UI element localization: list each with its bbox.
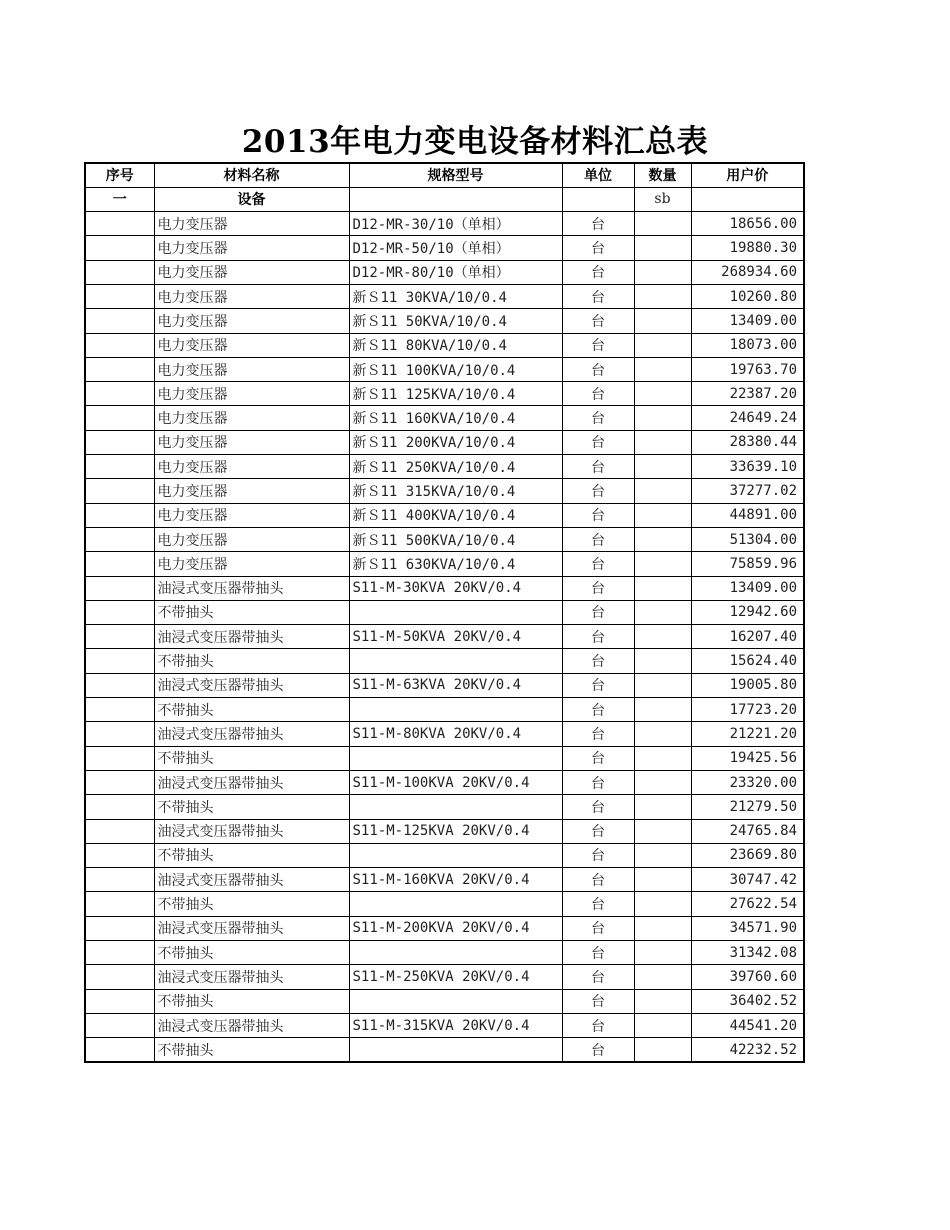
cell-unit: 台 [562, 843, 634, 867]
table-row [85, 600, 804, 624]
cell-spec [349, 746, 562, 770]
cell-price: 23320.00 [691, 770, 804, 794]
cell-unit: 台 [562, 430, 634, 454]
cell-unit: 台 [562, 965, 634, 989]
cell-name: 电力变压器 [154, 552, 349, 576]
cell-index [85, 333, 154, 357]
cell-spec: S11-M-80KVA 20KV/0.4 [349, 722, 562, 746]
cell-name: 不带抽头 [154, 989, 349, 1013]
cell-unit: 台 [562, 576, 634, 600]
cell-unit: 台 [562, 309, 634, 333]
cell-unit: 台 [562, 625, 634, 649]
table-row [85, 746, 804, 770]
cell-price: 16207.40 [691, 625, 804, 649]
table-row [85, 309, 804, 333]
section-unit [562, 187, 634, 211]
cell-price: 44891.00 [691, 503, 804, 527]
cell-price: 24765.84 [691, 819, 804, 843]
cell-index [85, 576, 154, 600]
header-name: 材料名称 [154, 163, 349, 187]
cell-qty [634, 382, 691, 406]
cell-price: 18073.00 [691, 333, 804, 357]
cell-index [85, 770, 154, 794]
cell-unit: 台 [562, 455, 634, 479]
cell-index [85, 795, 154, 819]
cell-spec [349, 1038, 562, 1062]
section-row [85, 187, 804, 211]
cell-price: 23669.80 [691, 843, 804, 867]
cell-spec: 新Ｓ11 250KVA/10/0.4 [349, 455, 562, 479]
cell-price: 22387.20 [691, 382, 804, 406]
table-row [85, 212, 804, 236]
cell-unit: 台 [562, 1013, 634, 1037]
cell-unit: 台 [562, 284, 634, 308]
cell-index [85, 843, 154, 867]
cell-unit: 台 [562, 600, 634, 624]
cell-index [85, 868, 154, 892]
cell-qty [634, 892, 691, 916]
cell-price: 18656.00 [691, 212, 804, 236]
cell-name: 油浸式变压器带抽头 [154, 819, 349, 843]
cell-name: 不带抽头 [154, 1038, 349, 1062]
cell-qty [634, 576, 691, 600]
cell-qty [634, 1013, 691, 1037]
table-row [85, 236, 804, 260]
cell-name: 电力变压器 [154, 382, 349, 406]
cell-price: 13409.00 [691, 576, 804, 600]
table-row [85, 698, 804, 722]
cell-qty [634, 673, 691, 697]
cell-spec [349, 600, 562, 624]
table-row [85, 260, 804, 284]
header-price: 用户价 [691, 163, 804, 187]
cell-unit: 台 [562, 941, 634, 965]
cell-price: 30747.42 [691, 868, 804, 892]
header-qty: 数量 [634, 163, 691, 187]
cell-price: 51304.00 [691, 527, 804, 551]
cell-qty [634, 795, 691, 819]
table-row [85, 892, 804, 916]
cell-index [85, 941, 154, 965]
cell-spec: 新Ｓ11 80KVA/10/0.4 [349, 333, 562, 357]
cell-unit: 台 [562, 1038, 634, 1062]
cell-name: 油浸式变压器带抽头 [154, 576, 349, 600]
cell-qty [634, 357, 691, 381]
materials-table [84, 162, 805, 1063]
cell-spec: S11-M-200KVA 20KV/0.4 [349, 916, 562, 940]
cell-spec: 新Ｓ11 400KVA/10/0.4 [349, 503, 562, 527]
cell-price: 10260.80 [691, 284, 804, 308]
table-row [85, 430, 804, 454]
table-row [85, 1038, 804, 1062]
cell-spec: S11-M-125KVA 20KV/0.4 [349, 819, 562, 843]
cell-unit: 台 [562, 722, 634, 746]
cell-unit: 台 [562, 479, 634, 503]
cell-qty [634, 649, 691, 673]
cell-name: 电力变压器 [154, 455, 349, 479]
cell-index [85, 989, 154, 1013]
table-row [85, 625, 804, 649]
cell-price: 13409.00 [691, 309, 804, 333]
cell-unit: 台 [562, 333, 634, 357]
cell-spec [349, 649, 562, 673]
table-row [85, 916, 804, 940]
cell-name: 电力变压器 [154, 236, 349, 260]
section-spec [349, 187, 562, 211]
table-row [85, 406, 804, 430]
table-row [85, 819, 804, 843]
cell-unit: 台 [562, 406, 634, 430]
cell-spec: D12-MR-80/10（单相） [349, 260, 562, 284]
cell-price: 19880.30 [691, 236, 804, 260]
cell-name: 不带抽头 [154, 795, 349, 819]
cell-qty [634, 527, 691, 551]
cell-spec [349, 941, 562, 965]
cell-price: 19005.80 [691, 673, 804, 697]
cell-unit: 台 [562, 382, 634, 406]
cell-spec [349, 795, 562, 819]
cell-price: 268934.60 [691, 260, 804, 284]
table-row [85, 357, 804, 381]
table-row [85, 1013, 804, 1037]
cell-name: 油浸式变压器带抽头 [154, 868, 349, 892]
cell-name: 电力变压器 [154, 527, 349, 551]
cell-qty [634, 625, 691, 649]
cell-name: 电力变压器 [154, 430, 349, 454]
table-row [85, 722, 804, 746]
cell-name: 油浸式变压器带抽头 [154, 965, 349, 989]
cell-index [85, 357, 154, 381]
table-row [85, 795, 804, 819]
cell-qty [634, 965, 691, 989]
cell-index [85, 698, 154, 722]
cell-qty [634, 455, 691, 479]
cell-spec: 新Ｓ11 125KVA/10/0.4 [349, 382, 562, 406]
cell-index [85, 1013, 154, 1037]
table-row [85, 673, 804, 697]
cell-price: 19763.70 [691, 357, 804, 381]
cell-qty [634, 236, 691, 260]
table-row [85, 989, 804, 1013]
cell-price: 24649.24 [691, 406, 804, 430]
cell-unit: 台 [562, 357, 634, 381]
cell-index [85, 649, 154, 673]
cell-qty [634, 770, 691, 794]
cell-qty [634, 819, 691, 843]
table-row [85, 284, 804, 308]
cell-spec: 新Ｓ11 500KVA/10/0.4 [349, 527, 562, 551]
cell-index [85, 892, 154, 916]
cell-qty [634, 309, 691, 333]
cell-price: 12942.60 [691, 600, 804, 624]
cell-price: 34571.90 [691, 916, 804, 940]
cell-unit: 台 [562, 770, 634, 794]
section-name: 设备 [154, 187, 349, 211]
cell-name: 电力变压器 [154, 260, 349, 284]
cell-name: 不带抽头 [154, 698, 349, 722]
cell-unit: 台 [562, 698, 634, 722]
cell-qty [634, 552, 691, 576]
table-row [85, 770, 804, 794]
cell-qty [634, 916, 691, 940]
cell-index [85, 309, 154, 333]
cell-qty [634, 989, 691, 1013]
cell-unit: 台 [562, 552, 634, 576]
cell-spec: S11-M-100KVA 20KV/0.4 [349, 770, 562, 794]
cell-spec: S11-M-315KVA 20KV/0.4 [349, 1013, 562, 1037]
cell-index [85, 406, 154, 430]
cell-price: 33639.10 [691, 455, 804, 479]
cell-name: 不带抽头 [154, 649, 349, 673]
section-qty: sb [634, 187, 691, 211]
cell-spec: S11-M-250KVA 20KV/0.4 [349, 965, 562, 989]
cell-index [85, 503, 154, 527]
cell-price: 39760.60 [691, 965, 804, 989]
cell-spec: 新Ｓ11 630KVA/10/0.4 [349, 552, 562, 576]
cell-qty [634, 722, 691, 746]
cell-spec [349, 698, 562, 722]
cell-index [85, 673, 154, 697]
cell-spec: S11-M-50KVA 20KV/0.4 [349, 625, 562, 649]
cell-name: 油浸式变压器带抽头 [154, 722, 349, 746]
cell-name: 油浸式变压器带抽头 [154, 916, 349, 940]
cell-index [85, 284, 154, 308]
cell-spec [349, 989, 562, 1013]
cell-price: 28380.44 [691, 430, 804, 454]
cell-price: 75859.96 [691, 552, 804, 576]
section-price [691, 187, 804, 211]
cell-spec: D12-MR-30/10（单相） [349, 212, 562, 236]
cell-price: 17723.20 [691, 698, 804, 722]
cell-qty [634, 941, 691, 965]
cell-name: 电力变压器 [154, 212, 349, 236]
table-row [85, 503, 804, 527]
cell-index [85, 552, 154, 576]
table-row [85, 941, 804, 965]
cell-price: 21221.20 [691, 722, 804, 746]
cell-name: 不带抽头 [154, 600, 349, 624]
cell-unit: 台 [562, 916, 634, 940]
cell-index [85, 236, 154, 260]
cell-index [85, 625, 154, 649]
header-index: 序号 [85, 163, 154, 187]
cell-name: 不带抽头 [154, 746, 349, 770]
cell-qty [634, 333, 691, 357]
cell-qty [634, 430, 691, 454]
cell-qty [634, 843, 691, 867]
cell-spec: S11-M-160KVA 20KV/0.4 [349, 868, 562, 892]
cell-index [85, 600, 154, 624]
table-row [85, 965, 804, 989]
cell-index [85, 479, 154, 503]
cell-name: 不带抽头 [154, 892, 349, 916]
cell-index [85, 212, 154, 236]
cell-index [85, 455, 154, 479]
table-row [85, 649, 804, 673]
cell-spec: 新Ｓ11 100KVA/10/0.4 [349, 357, 562, 381]
header-spec: 规格型号 [349, 163, 562, 187]
cell-name: 电力变压器 [154, 284, 349, 308]
cell-name: 不带抽头 [154, 843, 349, 867]
cell-qty [634, 503, 691, 527]
section-index: 一 [85, 187, 154, 211]
cell-price: 19425.56 [691, 746, 804, 770]
table-row [85, 868, 804, 892]
cell-unit: 台 [562, 236, 634, 260]
table-row [85, 333, 804, 357]
table-row [85, 382, 804, 406]
cell-spec: 新Ｓ11 315KVA/10/0.4 [349, 479, 562, 503]
header-row [85, 163, 804, 187]
cell-price: 27622.54 [691, 892, 804, 916]
cell-price: 21279.50 [691, 795, 804, 819]
cell-unit: 台 [562, 868, 634, 892]
cell-index [85, 722, 154, 746]
cell-unit: 台 [562, 795, 634, 819]
header-unit: 单位 [562, 163, 634, 187]
cell-qty [634, 212, 691, 236]
table-row [85, 479, 804, 503]
cell-spec [349, 892, 562, 916]
cell-index [85, 965, 154, 989]
cell-qty [634, 284, 691, 308]
cell-unit: 台 [562, 673, 634, 697]
cell-qty [634, 746, 691, 770]
cell-price: 15624.40 [691, 649, 804, 673]
cell-unit: 台 [562, 527, 634, 551]
cell-unit: 台 [562, 746, 634, 770]
cell-qty [634, 698, 691, 722]
cell-qty [634, 868, 691, 892]
cell-qty [634, 479, 691, 503]
cell-name: 电力变压器 [154, 503, 349, 527]
cell-unit: 台 [562, 649, 634, 673]
cell-name: 电力变压器 [154, 333, 349, 357]
cell-price: 44541.20 [691, 1013, 804, 1037]
page-title: 2013年电力变电设备材料汇总表 [241, 124, 709, 160]
cell-index [85, 819, 154, 843]
cell-spec: 新Ｓ11 200KVA/10/0.4 [349, 430, 562, 454]
cell-spec: D12-MR-50/10（单相） [349, 236, 562, 260]
table-row [85, 455, 804, 479]
cell-index [85, 430, 154, 454]
cell-name: 油浸式变压器带抽头 [154, 770, 349, 794]
cell-index [85, 746, 154, 770]
cell-index [85, 1038, 154, 1062]
cell-qty [634, 260, 691, 284]
cell-name: 不带抽头 [154, 941, 349, 965]
cell-qty [634, 600, 691, 624]
cell-unit: 台 [562, 503, 634, 527]
cell-qty [634, 1038, 691, 1062]
cell-name: 电力变压器 [154, 309, 349, 333]
cell-index [85, 382, 154, 406]
table-row [85, 576, 804, 600]
cell-unit: 台 [562, 989, 634, 1013]
cell-unit: 台 [562, 819, 634, 843]
table-row [85, 527, 804, 551]
cell-name: 电力变压器 [154, 406, 349, 430]
cell-name: 油浸式变压器带抽头 [154, 673, 349, 697]
cell-index [85, 527, 154, 551]
cell-unit: 台 [562, 260, 634, 284]
cell-qty [634, 406, 691, 430]
cell-price: 42232.52 [691, 1038, 804, 1062]
cell-name: 油浸式变压器带抽头 [154, 625, 349, 649]
cell-index [85, 260, 154, 284]
cell-spec: 新Ｓ11 160KVA/10/0.4 [349, 406, 562, 430]
cell-price: 37277.02 [691, 479, 804, 503]
cell-spec: S11-M-30KVA 20KV/0.4 [349, 576, 562, 600]
table-row [85, 843, 804, 867]
cell-spec: S11-M-63KVA 20KV/0.4 [349, 673, 562, 697]
cell-price: 31342.08 [691, 941, 804, 965]
cell-spec [349, 843, 562, 867]
cell-unit: 台 [562, 212, 634, 236]
cell-price: 36402.52 [691, 989, 804, 1013]
cell-unit: 台 [562, 892, 634, 916]
cell-name: 油浸式变压器带抽头 [154, 1013, 349, 1037]
table-row [85, 552, 804, 576]
cell-name: 电力变压器 [154, 479, 349, 503]
cell-index [85, 916, 154, 940]
cell-spec: 新Ｓ11 30KVA/10/0.4 [349, 284, 562, 308]
cell-name: 电力变压器 [154, 357, 349, 381]
cell-spec: 新Ｓ11 50KVA/10/0.4 [349, 309, 562, 333]
